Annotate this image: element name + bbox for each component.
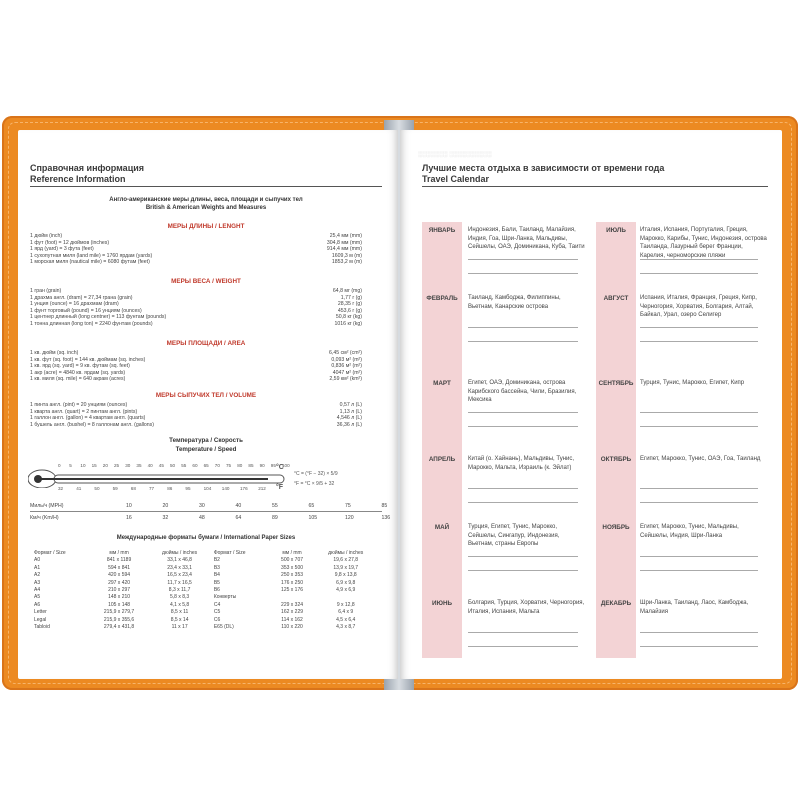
- month-name: АПРЕЛЬ: [428, 456, 456, 463]
- paper-cell: A5: [34, 594, 41, 601]
- measure-value: 1016 кг (kg): [334, 320, 362, 327]
- destination-rule: [468, 502, 578, 503]
- measure-value: 453,6 г (g): [337, 307, 362, 314]
- destination-rule: [640, 488, 758, 489]
- measure-label: 1 ярд (yard) = 3 фута (feet): [30, 246, 94, 253]
- destinations: Италия, Испания, Португалия, Греция, Марокко, Карибы, Тунис, Индонезия, острова Таиланда, Лазурный берег Франции, Карелия, черноморские пляжи: [640, 227, 767, 259]
- paper-row: [32, 617, 378, 624]
- fahrenheit-tick: 32: [58, 486, 64, 491]
- measure-label: 1 пинта англ. (pint) = 20 унциям (ounces): [30, 402, 128, 408]
- month-name: МАРТ: [433, 380, 451, 387]
- section-rows: [30, 288, 362, 328]
- paper-cell: E65 (DL): [213, 624, 234, 631]
- month-name: СЕНТЯБРЬ: [598, 380, 634, 387]
- paper-cell: Letter: [34, 609, 47, 616]
- section-heading: МЕРЫ ВЕСА / WEIGHT: [171, 278, 241, 285]
- mph-value: 55: [272, 503, 278, 509]
- destination-rule: [468, 412, 578, 413]
- paper-cell: 4,5 x 6,4: [336, 616, 356, 623]
- fahrenheit-tick: 140: [221, 486, 230, 491]
- measure-label: 1 центнер длинный (long centner) = 113 фунтам (pounds): [30, 314, 167, 321]
- measure-row: [30, 357, 362, 364]
- measure-label: 1 кв. ярд (sq. yard) = 9 кв. футам (sq. feet): [30, 363, 130, 370]
- kmh-value: 64: [235, 515, 242, 521]
- paper-cell: [271, 594, 314, 601]
- paper-cell: Tabloid: [34, 624, 50, 631]
- section-rows: [30, 233, 362, 266]
- celsius-tick: 85: [248, 463, 254, 468]
- destination-rule: [640, 556, 758, 557]
- paper-cell: 105 x 148: [108, 601, 131, 608]
- measure-row: [30, 376, 362, 383]
- mph-value: 10: [126, 503, 132, 509]
- mph-value: 30: [199, 503, 205, 509]
- paper-row: [32, 602, 378, 609]
- destination-rule: [640, 426, 758, 427]
- measure-row: [30, 253, 362, 260]
- destination-rule: [468, 646, 578, 647]
- celsius-tick: 100: [282, 463, 290, 468]
- mph-value: 40: [235, 503, 242, 509]
- paper-row: [32, 572, 378, 579]
- fahrenheit-tick: 95: [185, 486, 191, 491]
- paper-cell: B6: [213, 587, 220, 594]
- kmh-value: 32: [162, 515, 169, 521]
- fahrenheit-tick: 86: [167, 486, 173, 491]
- paper-cell: 4,3 x 8,7: [336, 624, 356, 631]
- measure-row: [30, 240, 362, 247]
- paper-cell: 9,8 x 13,8: [334, 572, 357, 579]
- paper-cell: 841 x 1189: [106, 557, 132, 564]
- temperature-title-ru: Температура / Скорость: [169, 437, 243, 444]
- month-name: НОЯБРЬ: [602, 524, 630, 531]
- paper-cell: B3: [213, 564, 220, 571]
- paper-cell: 353 x 500: [281, 564, 304, 571]
- destinations: Китай (о. Хайнань), Мальдивы, Тунис, Марокко, Мальта, Израиль (к. Эйлат): [468, 456, 575, 471]
- paper-cell: 114 x 162: [281, 616, 303, 623]
- destinations: Испания, Италия, Франция, Греция, Кипр, Черногория, Хорватия, Болгария, Алтай, Байкал, Урал, озеро Селигер: [640, 295, 757, 318]
- section-rows: [30, 402, 362, 428]
- destination-rule: [468, 327, 578, 328]
- paper-cell: 8,3 x 11,7: [168, 587, 191, 594]
- mph-value: 65: [308, 503, 315, 509]
- destination-rule: [640, 341, 758, 342]
- measure-value: 1,13 л (L): [339, 408, 362, 415]
- paper-cell: 11 x 17: [171, 624, 188, 631]
- measure-label: 1 фунт торговый (pound) = 16 унциям (ounces): [30, 307, 142, 314]
- paper-cell: 250 x 353: [281, 572, 304, 579]
- paper-cell: 8,5 x 11: [170, 609, 189, 616]
- measure-value: 50,8 кг (kg): [335, 314, 362, 321]
- paper-header: мм / mm: [109, 550, 129, 556]
- month-name: МАЙ: [434, 524, 450, 531]
- measure-value: 0,57 л (L): [339, 402, 362, 408]
- section-rows: [30, 350, 362, 383]
- paper-cell: 594 x 841: [108, 564, 131, 571]
- measure-label: 1 унция (ounce) = 16 драхмам (dram): [30, 301, 119, 308]
- weights-title-ru: Англо-американские меры длины, веса, площади и сыпучих тел: [109, 197, 303, 203]
- celsius-tick: 25: [114, 463, 120, 468]
- destinations: Таиланд, Камбоджа, Филиппины, Вьетнам, Канарские острова: [468, 295, 561, 310]
- fahrenheit-tick: 176: [240, 486, 248, 491]
- measure-value: 4,546 л (L): [336, 415, 362, 422]
- paper-header: дюймы / inches: [162, 550, 198, 556]
- paper-cell: 19,6 x 27,8: [333, 557, 359, 564]
- measure-row: [30, 295, 362, 302]
- celsius-tick: 45: [158, 463, 164, 468]
- measure-label: 1 кв. дюйм (sq. inch): [30, 350, 79, 356]
- destination-rule: [640, 327, 758, 328]
- measure-label: 1 дюйм (inch): [30, 233, 63, 239]
- paper-cell: B4: [213, 572, 220, 579]
- celsius-tick: 60: [192, 463, 198, 468]
- paper-cell: A3: [34, 579, 41, 586]
- paper-cell: 210 x 297: [108, 587, 131, 594]
- section-heading: МЕРЫ ПЛОЩАДИ / AREA: [166, 340, 246, 347]
- measure-value: 25,4 мм (mm): [329, 233, 362, 239]
- destination-rule: [640, 570, 758, 571]
- celsius-tick: 70: [214, 463, 220, 468]
- kmh-value: 16: [126, 515, 132, 521]
- paper-cell: 215,9 x 355,6: [103, 616, 135, 623]
- measure-value: 0,836 м² (m²): [331, 363, 362, 370]
- measure-row: [30, 233, 362, 240]
- paper-cell: 148 x 210: [108, 594, 131, 601]
- measure-label: 1 кварта англ. (quart) = 2 пинтам англ. (pints): [30, 408, 138, 415]
- month-strip-right: [596, 222, 636, 658]
- paper-cell: 176 x 250: [281, 579, 304, 586]
- celsius-unit: °C: [276, 464, 284, 471]
- paper-cell: 162 x 229: [281, 609, 304, 616]
- celsius-tick: 55: [181, 463, 187, 468]
- paper-cell: 4,9 x 6,9: [336, 587, 356, 594]
- month-name: ИЮНЬ: [431, 600, 453, 607]
- celsius-tick: 80: [237, 463, 243, 468]
- paper-header: Формат / Size: [213, 550, 246, 556]
- fahrenheit-unit: °F: [276, 484, 284, 491]
- right-page: [400, 130, 782, 679]
- paper-cell: Конверты: [213, 594, 237, 601]
- paper-cell: A1: [34, 564, 41, 571]
- mph-value: 85: [381, 503, 388, 509]
- paper-cell: 297 x 420: [108, 579, 131, 586]
- measure-value: 914,4 мм (mm): [326, 246, 362, 253]
- paper-cell: 420 x 594: [108, 572, 131, 579]
- mph-label: Миль/ч (MPH): [30, 503, 64, 509]
- weights-title-en: British & American Weights and Measures: [145, 205, 267, 211]
- paper-cell: C6: [213, 616, 221, 623]
- paper-cell: 6,9 x 9,8: [336, 579, 356, 586]
- kmh-value: 48: [199, 515, 205, 521]
- celsius-tick: 75: [226, 463, 232, 468]
- paper-cell: 125 x 176: [281, 587, 304, 594]
- paper-cell: Legal: [34, 616, 47, 623]
- destinations: Египет, Марокко, Тунис, ОАЭ, Гоа, Таиланд: [640, 456, 761, 462]
- paper-row: [32, 624, 378, 631]
- celsius-tick: 30: [125, 463, 131, 468]
- month-strip-left: [422, 222, 462, 658]
- kmh-value: 89: [272, 515, 278, 521]
- measure-label: 1 тонна длинная (long ton) = 2240 фунтам (pounds): [30, 320, 153, 327]
- paper-cell: 4,1 x 5,8: [170, 601, 190, 608]
- celsius-tick: 15: [91, 463, 97, 468]
- destinations: Египет, Марокко, Тунис, Мальдивы, Сейшелы, Индия, Шри-Ланка: [640, 524, 739, 539]
- measure-value: 1609,3 м (m): [331, 252, 362, 259]
- measure-label: 1 морская миля (nautical mile) = 6080 футам (feet): [30, 259, 150, 266]
- temperature-title-en: Temperature / Speed: [175, 446, 237, 453]
- paper-cell: C4: [213, 601, 221, 608]
- measure-label: 1 драхма англ. (dram) = 27,34 грана (grain): [30, 294, 133, 301]
- paper-cell: 13,9 x 19,7: [333, 564, 359, 571]
- section-heading: МЕРЫ СЫПУЧИХ ТЕЛ / VOLUME: [155, 392, 257, 399]
- month-name: ДЕКАБРЬ: [600, 600, 632, 607]
- travel-title-ru: Лучшие места отдыха в зависимости от времени года: [422, 163, 665, 173]
- paper-header: Формат / Size: [34, 550, 66, 556]
- section-heading: МЕРЫ ДЛИНЫ / LENGHT: [167, 223, 245, 230]
- paper-cell: 23,4 x 33,1: [167, 564, 192, 571]
- destination-rule: [468, 341, 578, 342]
- paper-header: дюймы / inches: [328, 550, 364, 556]
- measure-label: 1 кв. фут (sq. foot) = 144 кв. дюймам (sq. inches): [30, 356, 146, 363]
- month-name: ЯНВАРЬ: [428, 227, 456, 234]
- travel-title-rule: [422, 186, 768, 187]
- celsius-tick: 35: [136, 463, 142, 468]
- measure-value: 28,35 г (g): [337, 301, 362, 308]
- paper-cell: C5: [213, 609, 221, 616]
- paper-row: [32, 609, 378, 616]
- celsius-tick: 65: [203, 463, 209, 468]
- measure-value: 36,36 л (L): [336, 421, 362, 428]
- paper-row: [32, 587, 378, 594]
- kmh-label: Км/ч (Km/H): [30, 515, 59, 521]
- measure-value: 1,77 г (g): [340, 294, 362, 301]
- measure-row: [30, 321, 362, 328]
- kmh-value: 120: [345, 515, 354, 521]
- measure-row: [30, 314, 362, 321]
- paper-cell: 6,4 x 9: [338, 609, 354, 616]
- kmh-value: 105: [308, 515, 318, 521]
- formula-celsius: °C = (°F − 32) × 5/9: [294, 471, 338, 477]
- destination-rule: [468, 273, 578, 274]
- paper-cell: 11,7 x 16,5: [167, 579, 192, 586]
- fahrenheit-tick: 41: [76, 486, 82, 491]
- month-name: ФЕВРАЛЬ: [426, 295, 458, 302]
- left-page: [18, 130, 398, 679]
- celsius-tick: 0: [58, 463, 61, 468]
- measure-label: 1 сухопутная миля (land mile) = 1760 ярдам (yards): [30, 252, 153, 259]
- bleed-through-text: ░░░░░░░ ░░░░░░░░░░: [418, 152, 492, 158]
- paper-sizes-table: [32, 550, 378, 631]
- paper-cell: A6: [34, 601, 41, 608]
- measure-value: 6,45 см² (cm²): [329, 350, 362, 356]
- measure-value: 304,8 мм (mm): [326, 239, 362, 246]
- measure-row: [30, 363, 362, 370]
- destination-rule: [640, 259, 758, 260]
- measure-label: 1 кв. миля (sq. mile) = 640 акрам (acres): [30, 376, 126, 383]
- reference-title-ru: Справочная информация: [30, 163, 145, 173]
- measure-label: 1 гран (grain): [30, 288, 62, 294]
- celsius-tick: 5: [69, 463, 72, 468]
- destination-rule: [640, 412, 758, 413]
- paper-row: [32, 557, 378, 564]
- paper-cell: 279,4 x 431,8: [103, 624, 135, 631]
- mph-value: 20: [162, 503, 169, 509]
- month-name: АВГУСТ: [603, 295, 629, 302]
- fahrenheit-tick: 104: [203, 486, 212, 491]
- fahrenheit-tick: 50: [94, 486, 100, 491]
- measure-row: [30, 350, 362, 357]
- title-rule: [30, 186, 382, 187]
- paper-cell: 33,1 x 46,8: [167, 557, 192, 564]
- celsius-tick: 90: [259, 463, 265, 468]
- destinations: Турция, Египет, Тунис, Марокко, Сейшелы, Сингапур, Индонезия, Вьетнам, страны Европы: [468, 524, 560, 547]
- destination-rule: [468, 632, 578, 633]
- destination-rule: [640, 502, 758, 503]
- destination-rule: [468, 259, 578, 260]
- fahrenheit-tick: 77: [149, 486, 155, 491]
- destinations: Индонезия, Бали, Таиланд, Малайзия, Индия, Гоа, Шри-Ланка, Мальдивы, Сейшелы, ОАЭ, Доминикана, Куба, Таити: [468, 227, 585, 250]
- measure-value: 0,093 м² (m²): [331, 356, 362, 363]
- fahrenheit-tick: 68: [130, 486, 136, 491]
- measure-row: [30, 288, 362, 295]
- paper-cell: B5: [213, 579, 220, 586]
- paper-row: [32, 580, 378, 587]
- measure-value: 4047 м² (m²): [332, 369, 362, 376]
- destinations: Болгария, Турция, Хорватия, Черногория, Италия, Испания, Мальта: [468, 600, 585, 615]
- travel-title-en: Travel Calendar: [422, 174, 490, 184]
- formula-fahrenheit: °F = °C × 9/5 + 32: [294, 481, 335, 487]
- measure-row: [30, 246, 362, 253]
- paper-cell: A4: [34, 587, 41, 594]
- fahrenheit-tick: 212: [258, 486, 266, 491]
- paper-row: [32, 565, 378, 572]
- fahrenheit-tick: 59: [112, 486, 118, 491]
- destination-rule: [640, 632, 758, 633]
- measure-label: 1 галлон англ. (gallon) = 4 квартам англ. (quarts): [30, 415, 146, 422]
- measure-row: [30, 409, 362, 416]
- paper-cell: A0: [34, 557, 41, 564]
- measure-row: [30, 422, 362, 429]
- measure-value: 1853,2 м (m): [331, 259, 362, 266]
- celsius-tick: 50: [170, 463, 176, 468]
- speed-rule: [30, 511, 382, 512]
- measure-row: [30, 301, 362, 308]
- paper-cell: B2: [213, 557, 220, 564]
- paper-cell: 215,9 x 279,7: [103, 609, 135, 616]
- celsius-tick: 20: [102, 463, 108, 468]
- month-name: ОКТЯБРЬ: [600, 456, 632, 463]
- paper-cell: 5,8 x 8,3: [170, 594, 190, 601]
- measure-label: 1 фут (foot) = 12 дюймов (inches): [30, 239, 110, 246]
- measure-row: [30, 370, 362, 377]
- paper-header: мм / mm: [282, 550, 302, 556]
- paper-cell: 110 x 220: [281, 624, 303, 631]
- paper-cell: 8,5 x 14: [170, 616, 189, 623]
- measure-row: [30, 402, 362, 409]
- paper-cell: 16,5 x 23,4: [167, 572, 192, 579]
- destination-rule: [468, 570, 578, 571]
- paper-cell: A2: [34, 572, 41, 579]
- paper-row: [32, 594, 378, 601]
- destination-rule: [640, 646, 758, 647]
- measure-value: 64,8 мг (mg): [332, 288, 362, 294]
- celsius-tick: 95: [270, 463, 276, 468]
- paper-cell: 229 x 324: [281, 601, 304, 608]
- destination-rule: [468, 426, 578, 427]
- paper-cell: 500 x 707: [281, 557, 304, 564]
- mph-value: 75: [345, 503, 351, 509]
- paper-cell: 9 x 12,8: [336, 601, 355, 608]
- measure-value: 2,59 км² (km²): [329, 376, 362, 383]
- destination-rule: [640, 273, 758, 274]
- celsius-tick: 40: [147, 463, 153, 468]
- measure-label: 1 акр (acre) = 4840 кв. ярдам (sq. yards): [30, 369, 126, 376]
- reference-title-en: Reference Information: [30, 174, 126, 184]
- paper-cell: [313, 594, 378, 601]
- kmh-value: 136: [381, 515, 391, 521]
- destinations: Шри-Ланка, Таиланд, Лаос, Камбоджа, Малайзия: [640, 600, 749, 615]
- destinations: Египет, ОАЭ, Доминикана, острова Карибского бассейна, Чили, Бразилия, Мексика: [468, 380, 577, 403]
- month-name: ИЮЛЬ: [606, 227, 626, 234]
- destination-rule: [468, 556, 578, 557]
- measure-label: 1 бушель англ. (bushel) = 8 галлонам англ. (gallons): [30, 421, 154, 428]
- measure-row: [30, 415, 362, 422]
- destinations: Турция, Тунис, Марокко, Египет, Кипр: [640, 380, 745, 386]
- celsius-tick: 10: [80, 463, 86, 468]
- measure-row: [30, 259, 362, 266]
- paper-sizes-title: Международные форматы бумаги / International Paper Sizes: [116, 535, 296, 541]
- destination-rule: [468, 488, 578, 489]
